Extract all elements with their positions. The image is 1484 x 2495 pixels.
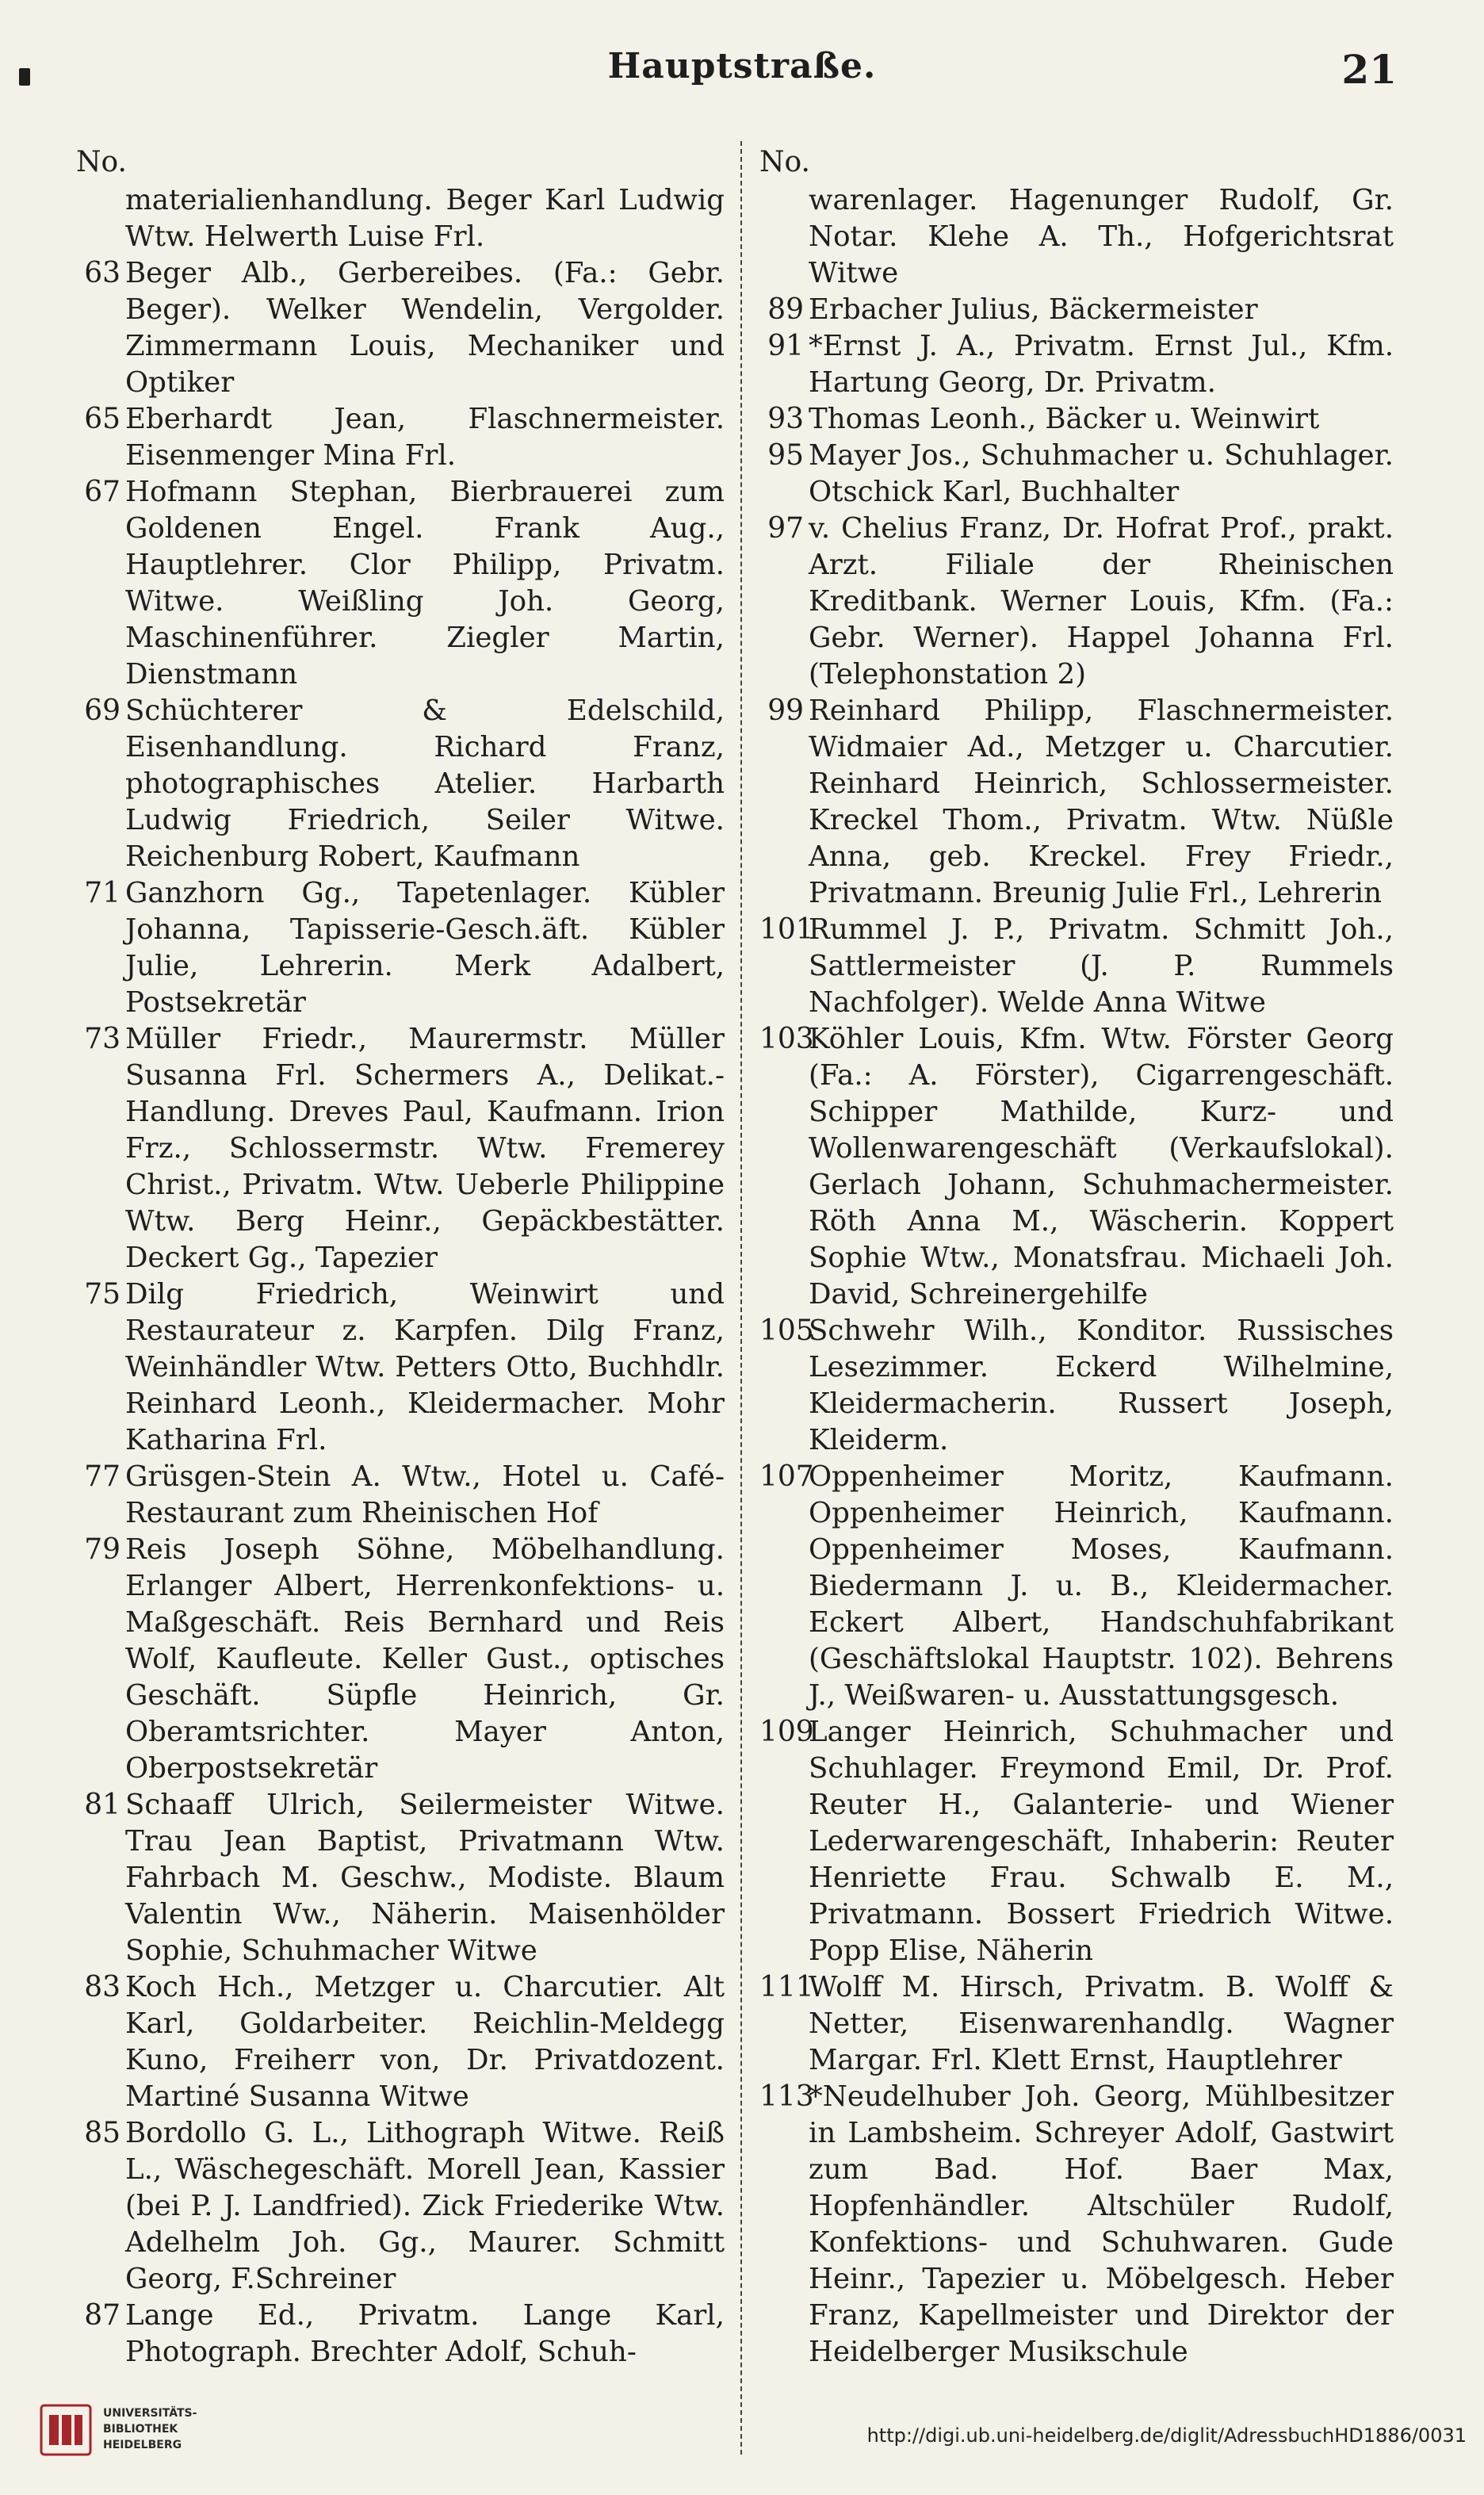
house-number: 77 — [84, 1460, 120, 1493]
entry-text: Müller Friedr., Maurermstr. Müller Susanna Frl. Schermers A., Delikat.-Handlung. Dreves Paul, Kaufmann. Irion Frz., Schlossermstr. Wtw. Fremerey Christ., Privatm. Wtw. Ueberle Philippine Wtw. Berg Heinr., Gepäckbestätter. Deckert Gg., Tapezier — [125, 1023, 725, 1274]
entry-text: Oppenheimer Moritz, Kaufmann. Oppenheimer Heinrich, Kaufmann. Oppenheimer Moses, Kaufmann. Biedermann J. u. B., Kleidermacher. Eckert Albert, Handschuhfabrikant (Geschäftslokal Hauptstr. 102). Behrens J., Weißwaren- u. Ausstattungsgesch. — [809, 1460, 1394, 1712]
entry-text: warenlager. Hagenunger Rudolf, Gr. Notar. Klehe A. Th., Hofgerichtsrat Witwe — [809, 184, 1394, 289]
address-entry — [759, 912, 1394, 1021]
address-entry — [759, 1969, 1394, 2079]
entry-text: Ganzhorn Gg., Tapetenlager. Kübler Johanna, Tapisserie-Gesch.äft. Kübler Julie, Lehrerin. Merk Adalbert, Postsekretär — [125, 877, 725, 1019]
entry-text: Schüchterer & Edelschild, Eisenhandlung. Richard Franz, photographisches Atelier. Harbarth Ludwig Friedrich, Seiler Witwe. Reichenburg Robert, Kaufmann — [125, 695, 725, 873]
house-number: 113 — [759, 2080, 814, 2113]
address-entry — [76, 2298, 725, 2371]
house-number: 75 — [84, 1278, 120, 1311]
entry-text: Dilg Friedrich, Weinwirt und Restaurateur z. Karpfen. Dilg Franz, Weinhändler Wtw. Petters Otto, Buchhdlr. Reinhard Leonh., Kleidermacher. Mohr Katharina Frl. — [125, 1278, 725, 1456]
house-number: 65 — [84, 403, 120, 435]
address-entry — [759, 2079, 1394, 2371]
right-column — [759, 144, 1394, 2371]
entry-text: Erbacher Julius, Bäckermeister — [809, 293, 1258, 326]
entry-text: Reis Joseph Söhne, Möbelhandlung. Erlanger Albert, Herrenkonfektions- u. Maßgeschäft. Reis Bernhard und Reis Wolf, Kaufleute. Keller Gust., optisches Geschäft. Süpfle Heinrich, Gr. Oberamtsrichter. Mayer Anton, Oberpostsekretär — [125, 1533, 725, 1785]
page-title: Hauptstraße. — [607, 46, 877, 86]
entry-text: *Neudelhuber Joh. Georg, Mühlbesitzer in Lambsheim. Schreyer Adolf, Gastwirt zum Bad. Hof. Baer Max, Hopfenhändler. Altschüler Rudolf, Konfektions- und Schuhwaren. Gude Heinr., Tapezier u. Möbelgesch. Heber Franz, Kapellmeister und Direktor der Heidelberger Musikschule — [809, 2080, 1394, 2368]
address-entry — [76, 182, 725, 255]
entry-text: Lange Ed., Privatm. Lange Karl, Photograph. Brechter Adolf, Schuh- — [125, 2299, 725, 2368]
entry-text: Eberhardt Jean, Flaschnermeister. Eisenmenger Mina Frl. — [125, 403, 725, 472]
entry-text: Beger Alb., Gerbereibes. (Fa.: Gebr. Beger). Welker Wendelin, Vergolder. Zimmermann Louis, Mechaniker und Optiker — [125, 257, 725, 399]
entry-text: Rummel J. P., Privatm. Schmitt Joh., Sattlermeister (J. P. Rummels Nachfolger). Welde Anna Witwe — [809, 913, 1394, 1019]
library-logo-text — [103, 2405, 197, 2453]
entry-text: Köhler Louis, Kfm. Wtw. Förster Georg (Fa.: A. Förster), Cigarrengeschäft. Schipper Mathilde, Kurz- und Wollenwarengeschäft (Verkaufslokal). Gerlach Johann, Schuhmachermeister. Röth Anna M., Wäscherin. Koppert Sophie Wtw., Monatsfrau. Michaeli Joh. David, Schreinergehilfe — [809, 1023, 1394, 1311]
house-number: 111 — [759, 1971, 814, 2003]
entry-text: Koch Hch., Metzger u. Charcutier. Alt Karl, Goldarbeiter. Reichlin-Meldegg Kuno, Freiherr von, Dr. Privatdozent. Martiné Susanna Witwe — [125, 1971, 725, 2113]
left-column — [76, 144, 725, 2371]
logo-line: UNIVERSITÄTS- — [103, 2407, 197, 2420]
house-number: 91 — [767, 330, 804, 362]
logo-line: HEIDELBERG — [103, 2439, 182, 2451]
entry-text: Schaaff Ulrich, Seilermeister Witwe. Trau Jean Baptist, Privatmann Wtw. Fahrbach M. Geschw., Modiste. Blaum Valentin Ww., Näherin. Maisenhölder Sophie, Schuhmacher Witwe — [125, 1789, 725, 1967]
house-number: 81 — [84, 1789, 120, 1821]
house-number: 97 — [767, 512, 804, 545]
entry-text: Thomas Leonh., Bäcker u. Weinwirt — [809, 403, 1320, 435]
entry-text: v. Chelius Franz, Dr. Hofrat Prof., prakt. Arzt. Filiale der Rheinischen Kreditbank. Werner Louis, Kfm. (Fa.: Gebr. Werner). Happel Johanna Frl. (Telephonstation 2) — [809, 512, 1394, 691]
address-entry — [76, 1787, 725, 1969]
address-entry — [76, 401, 725, 474]
house-number: 109 — [759, 1716, 814, 1748]
entry-text: Reinhard Philipp, Flaschnermeister. Widmaier Ad., Metzger u. Charcutier. Reinhard Heinrich, Schlossermeister. Kreckel Thom., Privatm. Wtw. Nüßle Anna, geb. Kreckel. Frey Friedr., Privatmann. Breunig Julie Frl., Lehrerin — [809, 695, 1394, 909]
entry-text: Mayer Jos., Schuhmacher u. Schuhlager. Otschick Karl, Buchhalter — [809, 439, 1394, 508]
house-number: 101 — [759, 913, 814, 946]
house-number: 71 — [84, 877, 120, 909]
house-number: 63 — [84, 257, 120, 289]
address-entry — [759, 292, 1394, 328]
house-number: 83 — [84, 1971, 120, 2003]
house-number: 67 — [84, 476, 120, 508]
address-entry — [759, 1714, 1394, 1969]
address-entry — [76, 1969, 725, 2115]
house-number: 87 — [84, 2299, 120, 2332]
library-logo — [38, 2401, 197, 2464]
address-entry — [76, 1021, 725, 1276]
address-entry — [76, 474, 725, 693]
address-entry — [76, 2115, 725, 2298]
house-number: 103 — [759, 1023, 814, 1055]
address-entry — [76, 1276, 725, 1459]
page-number: 21 — [1341, 46, 1397, 93]
column-heading: No. — [759, 146, 810, 178]
address-entry — [759, 1021, 1394, 1313]
entry-text: Schwehr Wilh., Konditor. Russisches Lesezimmer. Eckerd Wilhelmine, Kleidermacherin. Russert Joseph, Kleiderm. — [809, 1314, 1394, 1456]
house-number: 105 — [759, 1314, 814, 1347]
address-entry — [759, 1313, 1394, 1459]
address-entry — [759, 1459, 1394, 1714]
entry-text: Hofmann Stephan, Bierbrauerei zum Goldenen Engel. Frank Aug., Hauptlehrer. Clor Philipp, Privatm. Witwe. Weißling Joh. Georg, Maschinenführer. Ziegler Martin, Dienstmann — [125, 476, 725, 691]
address-entry — [759, 438, 1394, 511]
house-number: 93 — [767, 403, 804, 435]
address-entry — [759, 182, 1394, 292]
address-entry — [76, 255, 725, 401]
house-number: 95 — [767, 439, 804, 472]
entry-text: Bordollo G. L., Lithograph Witwe. Reiß L., Wäschegeschäft. Morell Jean, Kassier (bei P. J. Landfried). Zick Friederike Wtw. Adelhelm Joh. Gg., Maurer. Schmitt Georg, F.Schreiner — [125, 2117, 725, 2295]
column-heading: No. — [76, 146, 127, 178]
entry-text: Langer Heinrich, Schuhmacher und Schuhlager. Freymond Emil, Dr. Prof. Reuter H., Galanterie- und Wiener Lederwarengeschäft, Inhaberin: Reuter Henriette Frau. Schwalb E. M., Privatmann. Bossert Friedrich Witwe. Popp Elise, Näherin — [809, 1716, 1394, 1967]
address-entry — [76, 1459, 725, 1532]
house-number: 79 — [84, 1533, 120, 1566]
source-url[interactable]: http://digi.ub.uni-heidelberg.de/diglit/AdressbuchHD1886/0031 — [866, 2424, 1467, 2447]
logo-line: BIBLIOTHEK — [103, 2423, 178, 2436]
house-number: 99 — [767, 695, 804, 727]
house-number: 85 — [84, 2117, 120, 2149]
house-number: 69 — [84, 695, 120, 727]
library-logo-icon — [38, 2402, 94, 2458]
house-number: 73 — [84, 1023, 120, 1055]
address-entry — [759, 693, 1394, 912]
entry-text: Wolff M. Hirsch, Privatm. B. Wolff & Netter, Eisenwarenhandlg. Wagner Margar. Frl. Klett Ernst, Hauptlehrer — [809, 1971, 1394, 2076]
address-entry — [76, 693, 725, 875]
address-entry — [759, 401, 1394, 438]
address-entry — [759, 511, 1394, 693]
house-number: 107 — [759, 1460, 814, 1493]
entry-text: *Ernst J. A., Privatm. Ernst Jul., Kfm. Hartung Georg, Dr. Privatm. — [809, 330, 1394, 399]
entry-text: materialienhandlung. Beger Karl Ludwig Wtw. Helwerth Luise Frl. — [125, 184, 725, 253]
address-entry — [76, 1532, 725, 1787]
house-number: 89 — [767, 293, 804, 326]
column-divider — [740, 141, 742, 2455]
entry-text: Grüsgen-Stein A. Wtw., Hotel u. Café-Restaurant zum Rheinischen Hof — [125, 1460, 725, 1529]
address-entry — [76, 875, 725, 1021]
address-entry — [759, 328, 1394, 401]
